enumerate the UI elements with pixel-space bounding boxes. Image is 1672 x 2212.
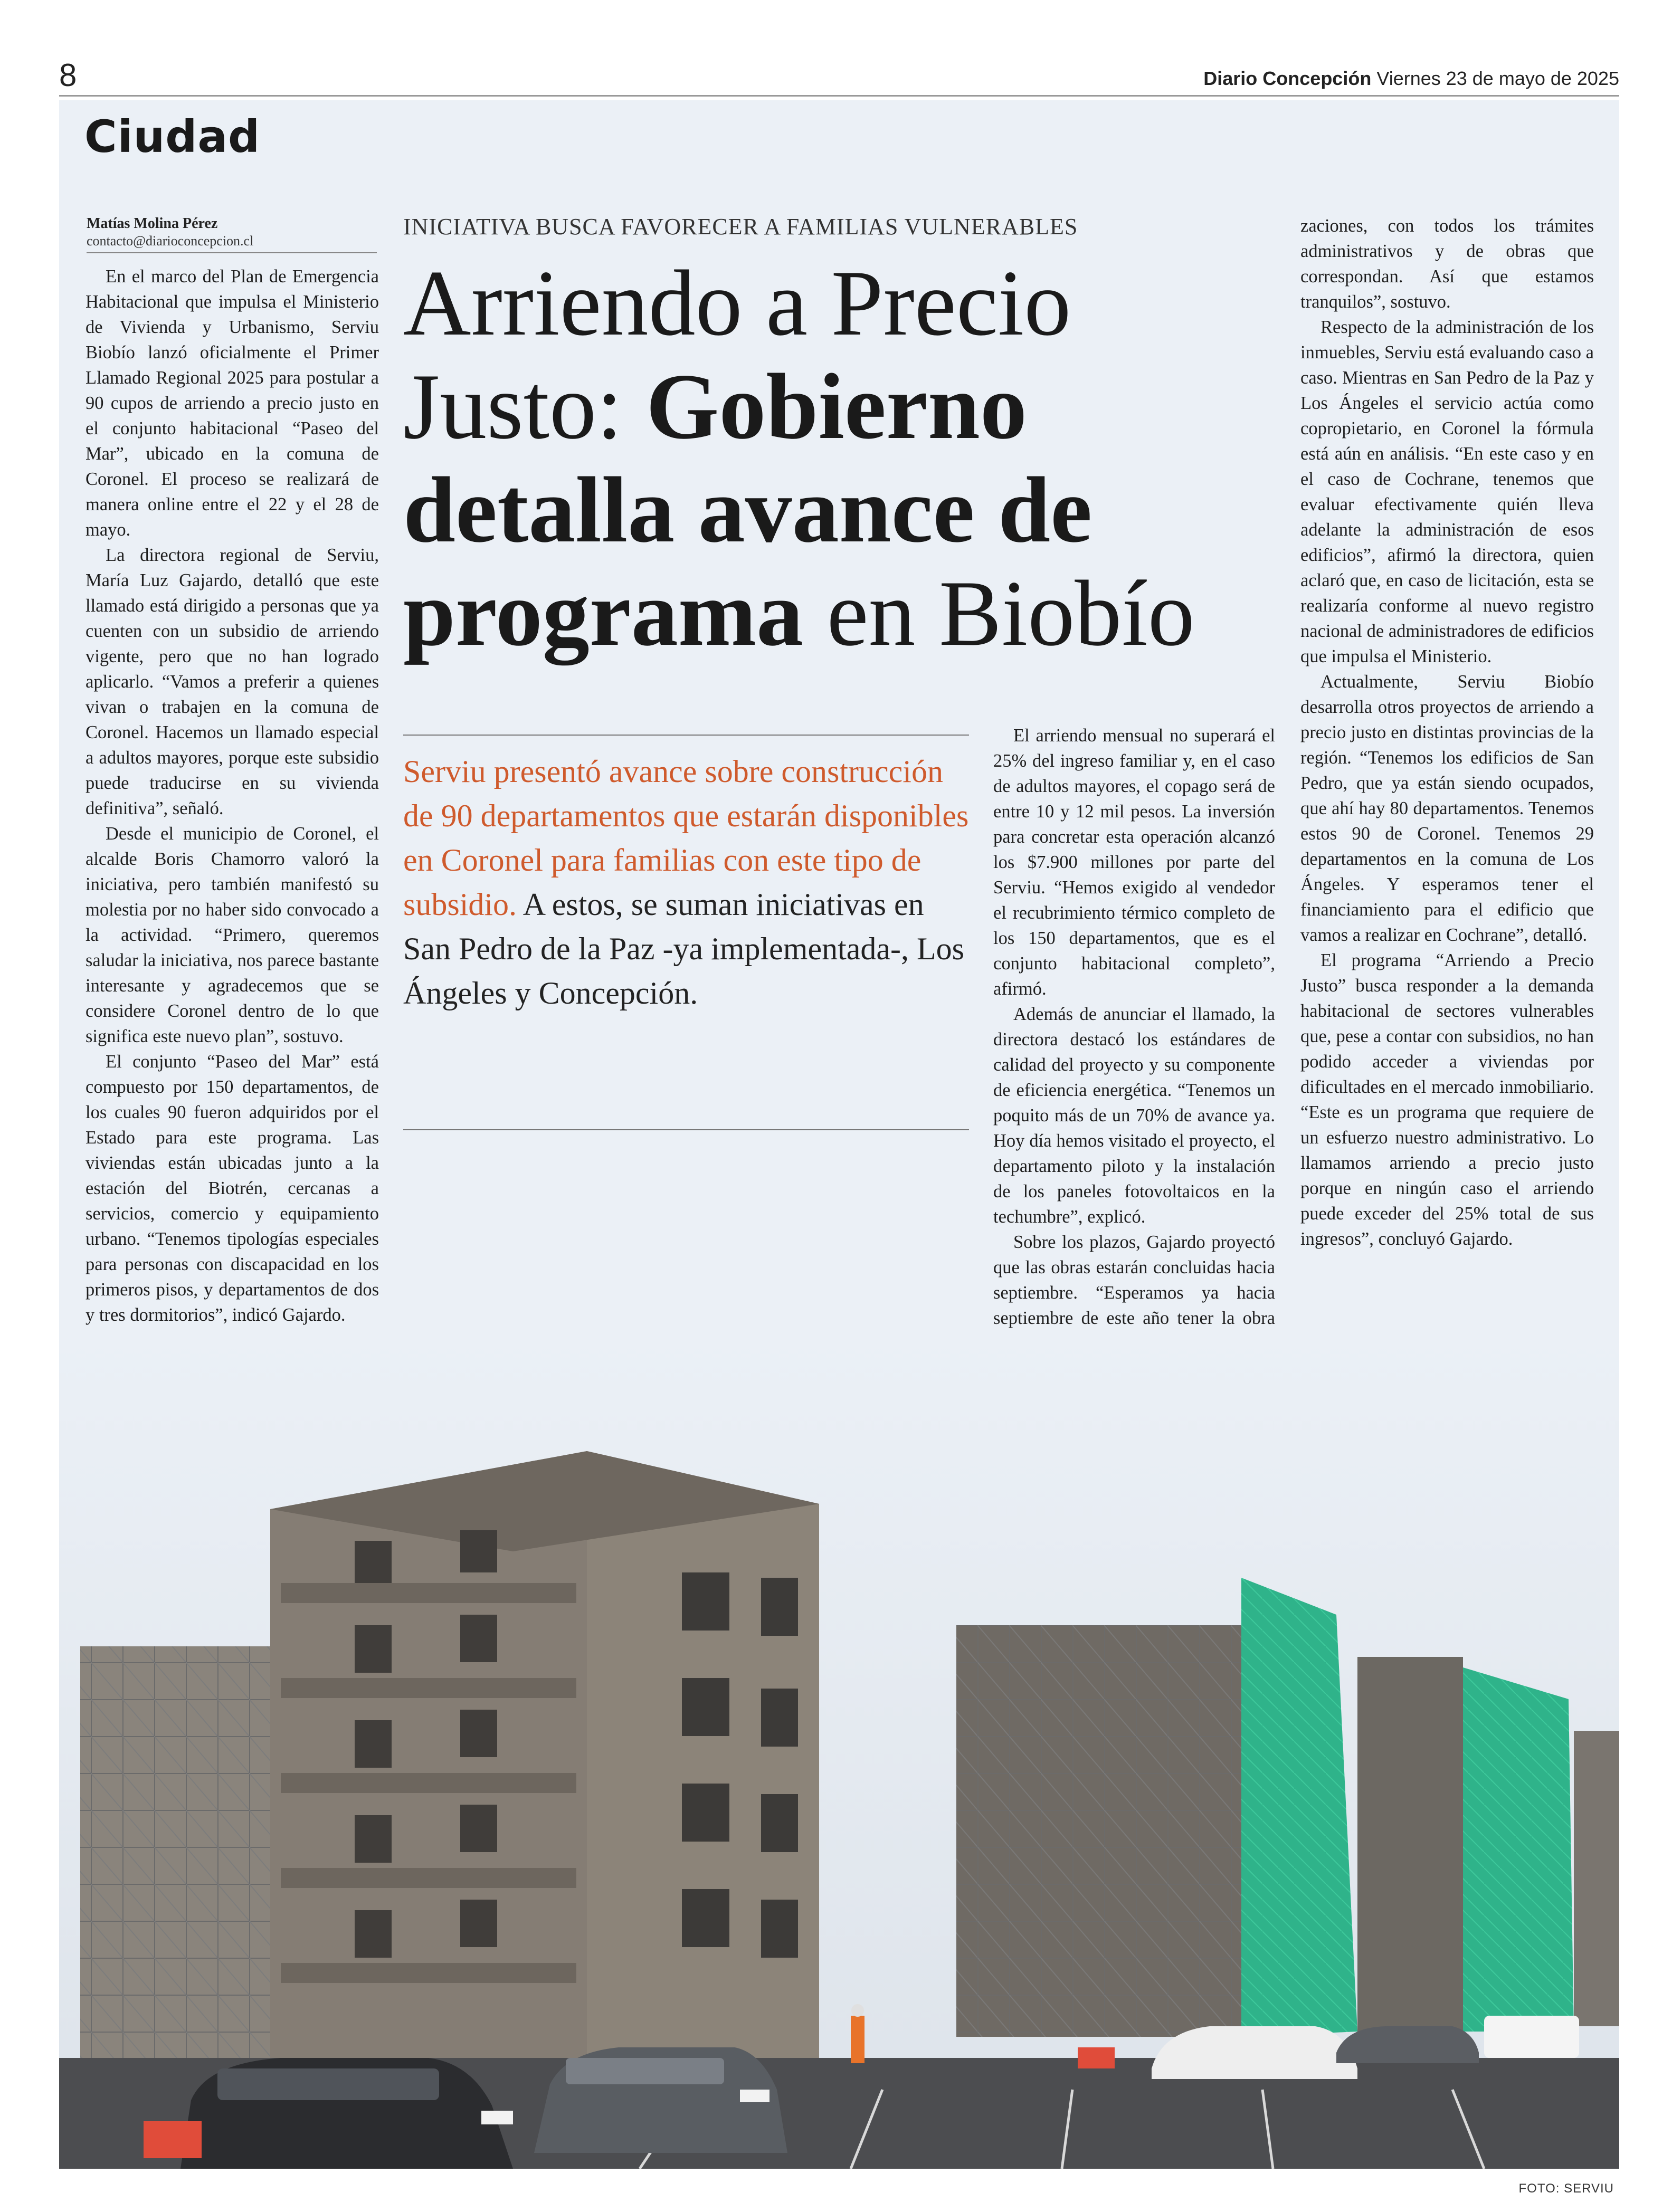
section-title: Ciudad [84, 111, 261, 163]
paragraph: Sobre los plazos, Gajardo proyectó que las obras estarán concluidas hacia septiembre. “Esperamos ya hacia septiembre de este año tener la obra [993, 1232, 1275, 1328]
headline-part-light-end: en Biobío [803, 561, 1195, 665]
paragraph: zaciones, con todos los trámites administrativos y de obras que correspondan. Así que estamos tranquilos”, sostuvo. [1300, 216, 1594, 312]
kicker: INICIATIVA BUSCA FAVORECER A FAMILIAS VULNERABLES [403, 214, 1078, 240]
paragraph: Desde el municipio de Coronel, el alcalde Boris Chamorro valoró la iniciativa, pero también manifestó su molestia por no haber sido convocado a la actividad. “Primero, queremos saludar la iniciativa, nos parece bastante interesante y agradecemos que se considere Coronel dentro de lo que significa este nuevo plan”, sostuvo. [86, 824, 379, 1046]
lead-divider-bottom [403, 1129, 969, 1130]
paragraph: La directora regional de Serviu, María Luz Gajardo, detalló que este llamado está dirigido a personas que ya cuenten con un subsidio de arriendo vigente, pero que no han logrado aplicarlo. “Vamos a preferir a quienes vivan o trabajen en la comuna de Coronel. Hacemos un llamado especial a adultos mayores, porque este subsidio puede traducirse en su vivienda definitiva”, señaló. [86, 545, 379, 818]
byline-divider [87, 252, 377, 253]
issue-date: Viernes 23 de mayo de 2025 [1376, 68, 1619, 89]
header-rule [59, 95, 1619, 97]
building-photo [59, 1330, 1619, 2169]
masthead [1203, 68, 1619, 90]
paragraph: Además de anunciar el llamado, la directora destacó los estándares de calidad del proyecto y su componente de eficiencia energética. “Tenemos un poquito más de un 70% de avance ya. Hoy día hemos visitado el proyecto, el departamento piloto y la instalación de los paneles fotovoltaicos en la techumbre”, explicó. [993, 1004, 1275, 1227]
page-number: 8 [59, 58, 77, 93]
paragraph: El conjunto “Paseo del Mar” está compuesto por 150 departamentos, de los cuales 90 fueron adquiridos por el Estado para este programa. Las viviendas están ubicadas junto a la estación del Biotrén, cercanas a servicios, comercio y equipamiento urbano. “Tenemos tipologías especiales para personas con discapacidad en los primeros pisos, y departamentos de dos y tres dormitorios”, indicó Gajardo. [86, 1052, 379, 1325]
lead-divider-top [403, 735, 969, 736]
paragraph: El arriendo mensual no superará el 25% del ingreso familiar y, en el caso de adultos mayores, el copago será de entre 10 y 12 mil pesos. La inversión para concretar esta operación alcanzó los $7.900 millones por parte del Serviu. “Hemos exigido al vendedor el recubrimiento térmico completo de los 150 departamentos, que es el conjunto habitacional completo”, afirmó. [993, 726, 1275, 999]
paragraph: Actualmente, Serviu Biobío desarrolla otros proyectos de arriendo a precio justo en distintas provincias de la región. “Tenemos los edificios de San Pedro, que ya están siendo ocupados, que ahí hay 80 departamentos. Tenemos estos 90 de Coronel. Tenemos 29 departamentos en la comuna de Los Ángeles. Y esperamos tener el financiamiento para el edificio que vamos a realizar en Cochrane”, detalló. [1300, 672, 1594, 945]
body-column-1 [86, 264, 379, 1328]
body-column-4 [1300, 213, 1594, 1252]
paragraph: Respecto de la administración de los inmuebles, Serviu está evaluando caso a caso. Mientras en San Pedro de la Paz y Los Ángeles el servicio actúa como copropietario, en Coronel la fórmula está aún en análisis. “En este caso y en el caso de Cochrane, tenemos que evaluar efectivamente quién lleva adelante la administración de esos edificios”, afirmó la directora, quien aclaró que, en caso de licitación, esta se realizaría conforme al nuevo registro nacional de administradores de edificios que impulsa el Ministerio. [1300, 317, 1594, 666]
lead-rest: A estos, se suman iniciativas en San Pedro de la Paz -ya implementada-, Los Ángeles y Concepción. [403, 887, 965, 1010]
lead-summary [403, 749, 969, 1015]
headline-part-light: Arriendo a Precio Justo: [403, 251, 1071, 459]
paper-name: Diario Concepción [1203, 68, 1372, 89]
byline-author: Matías Molina Pérez [87, 215, 218, 232]
byline-email: contacto@diarioconcepcion.cl [87, 233, 254, 249]
paragraph: En el marco del Plan de Emergencia Habitacional que impulsa el Ministerio de Vivienda y Urbanismo, Serviu Biobío lanzó oficialmente el Primer Llamado Regional 2025 para postular a 90 cupos de arriendo a precio justo en el conjunto habitacional “Paseo del Mar”, ubicado en la comuna de Coronel. El proceso se realizará de manera online entre el 22 y el 28 de mayo. [86, 266, 379, 540]
lead-highlight: Serviu presentó avance sobre construcción de 90 departamentos que estarán disponibles en Coronel para familias con este tipo de subsidio. [403, 754, 969, 922]
photo-credit: FOTO: SERVIU [1518, 2181, 1614, 2196]
headline [403, 251, 1248, 665]
paragraph: El programa “Arriendo a Precio Justo” busca responder a la demanda habitacional de sectores vulnerables que, pese a contar con subsidios, no han podido acceder a viviendas por dificultades en el mercado inmobiliario. “Este es un programa que requiere de un esfuerzo nuestro administrativo. Lo llamamos arriendo a precio justo porque en ningún caso el arriendo puede exceder del 25% total de sus ingresos”, concluyó Gajardo. [1300, 950, 1594, 1249]
body-column-3 [993, 723, 1275, 1381]
headline-part-bold: Gobierno detalla avance de programa [403, 354, 1092, 665]
